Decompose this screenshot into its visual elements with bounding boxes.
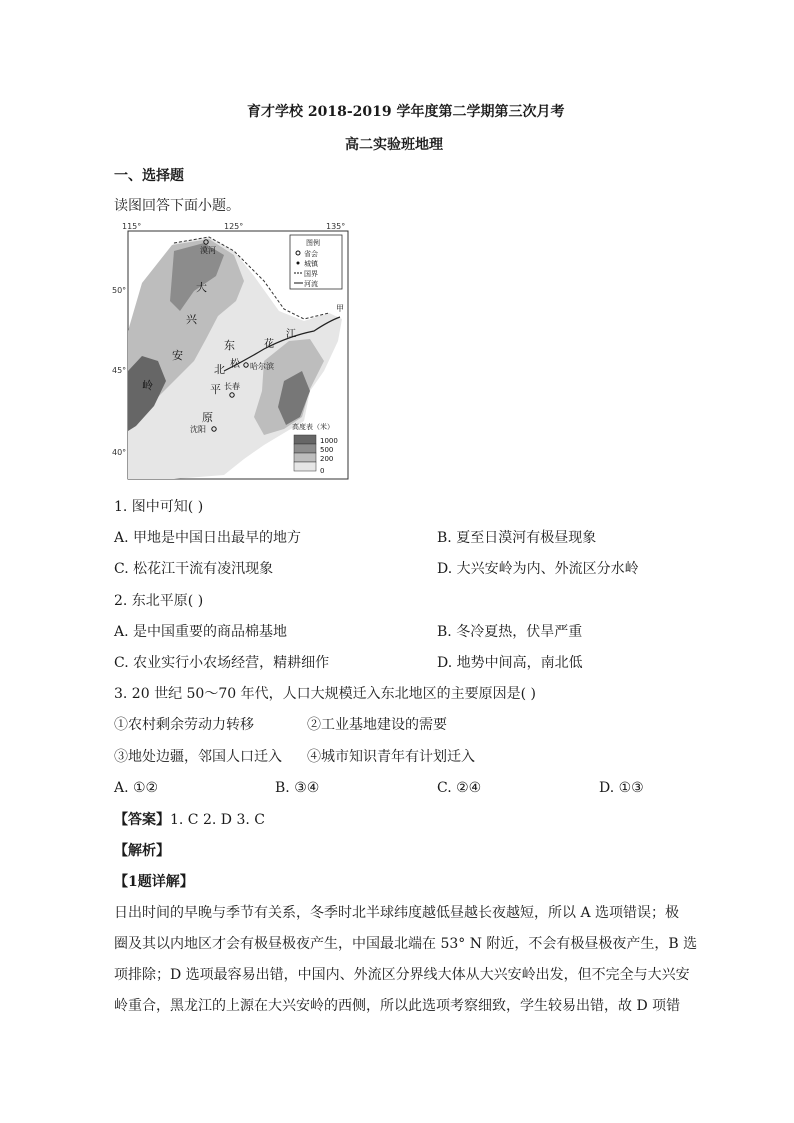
question-3-stem: 3. 20 世纪 50～70 年代，人口大规模迁入东北地区的主要原因是( ): [114, 686, 536, 702]
lat-label-40: 40°: [112, 448, 127, 457]
elev-200: 200: [320, 455, 334, 463]
northeast-china-map: [114, 221, 350, 481]
analysis-label: 【解析】: [114, 843, 170, 859]
question-3-option-c: C. ②④: [437, 780, 482, 796]
question-2-option-d: D. 地势中间高，南北低: [437, 655, 583, 671]
question-3-statement-3: ③地处边疆，邻国人口迁入: [114, 749, 282, 765]
question-3-statement-2: ②工业基地建设的需要: [307, 717, 447, 733]
question-1-option-c: C. 松花江干流有凌汛现象: [114, 561, 274, 577]
lon-label-115: 115°: [122, 222, 142, 231]
map-legend: [290, 235, 342, 289]
legend-river: 河流: [304, 280, 318, 288]
question-1-option-a: A. 甲地是中国日出最早的地方: [114, 530, 302, 546]
legend-title: 图例: [306, 239, 320, 247]
answer-text: 1. C 2. D 3. C: [170, 812, 265, 828]
analysis-detail-label: 【1题详解】: [114, 874, 194, 890]
legend-border: 国界: [304, 270, 318, 278]
answer-line: [114, 811, 265, 829]
legend-town: 城镇: [304, 260, 318, 268]
elev-0: 0: [320, 467, 325, 475]
label-harbin: 哈尔滨: [250, 362, 274, 371]
analysis-line-3: 项排除；D 选项最容易出错，中国内、外流区分界线大体从大兴安岭出发，但不完全与大兴安: [114, 967, 690, 983]
lat-label-50: 50°: [112, 286, 127, 295]
label-ling: 岭: [142, 379, 153, 392]
document-title: 育才学校 2018-2019 学年度第二学期第三次月考: [247, 104, 565, 120]
question-3-option-a: A. ①②: [114, 780, 159, 796]
question-3-statement-1: ①农村剩余劳动力转移: [114, 717, 254, 733]
elev-500: 500: [320, 446, 334, 454]
legend-capital: 省会: [304, 250, 318, 258]
document-subtitle: 高二实验班地理: [345, 137, 443, 153]
analysis-line-2: 圈及其以内地区才会有极昼极夜产生，中国最北端在 53° N 附近，不会有极昼极夜产生，B 选: [114, 936, 698, 952]
label-jiang: 江: [286, 329, 296, 340]
label-xing: 兴: [186, 313, 197, 326]
question-3-option-b: B. ③④: [275, 780, 320, 796]
elev-1000: 1000: [320, 437, 338, 445]
question-2-option-c: C. 农业实行小农场经营，精耕细作: [114, 655, 330, 671]
analysis-line-1: 日出时间的早晚与季节有关系，冬季时北半球纬度越低昼越长夜越短，所以 A 选项错误；极: [114, 905, 680, 921]
question-1-option-b: B. 夏至日漠河有极昼现象: [437, 530, 597, 546]
label-ping: 平: [210, 383, 221, 396]
question-1-stem: 1. 图中可知( ): [114, 499, 204, 515]
elevation-title: 高度表（米）: [292, 423, 334, 431]
question-3-option-d: D. ①③: [599, 780, 644, 796]
label-hua: 花: [264, 339, 274, 350]
lat-label-45: 45°: [112, 366, 127, 375]
label-da: 大: [196, 281, 207, 294]
lon-label-125: 125°: [224, 222, 244, 231]
question-2-option-a: A. 是中国重要的商品棉基地: [114, 624, 288, 640]
question-3-statement-4: ④城市知识青年有计划迁入: [307, 749, 475, 765]
label-changchun: 长春: [224, 382, 240, 391]
question-2-option-b: B. 冬冷夏热，伏旱严重: [437, 624, 583, 640]
lon-label-135: 135°: [326, 222, 346, 231]
question-2-stem: 2. 东北平原( ): [114, 593, 204, 609]
label-yuan: 原: [202, 411, 213, 424]
question-1-option-d: D. 大兴安岭为内、外流区分水岭: [437, 561, 639, 577]
section-heading: 一、选择题: [114, 168, 184, 184]
analysis-line-4: 岭重合，黑龙江的上源在大兴安岭的西侧，所以此选项考察细致，学生较易出错，故 D 项错: [114, 998, 681, 1014]
instruction-text: 读图回答下面小题。: [114, 198, 240, 214]
answer-label: 【答案】: [114, 812, 170, 828]
label-song: 松: [230, 359, 240, 370]
label-dong: 东: [224, 339, 235, 352]
label-jia: 甲: [336, 304, 344, 313]
label-an: 安: [172, 349, 183, 362]
label-bei: 北: [214, 363, 225, 376]
label-mohe: 漠河: [200, 246, 216, 255]
label-shenyang: 沈阳: [190, 425, 206, 434]
